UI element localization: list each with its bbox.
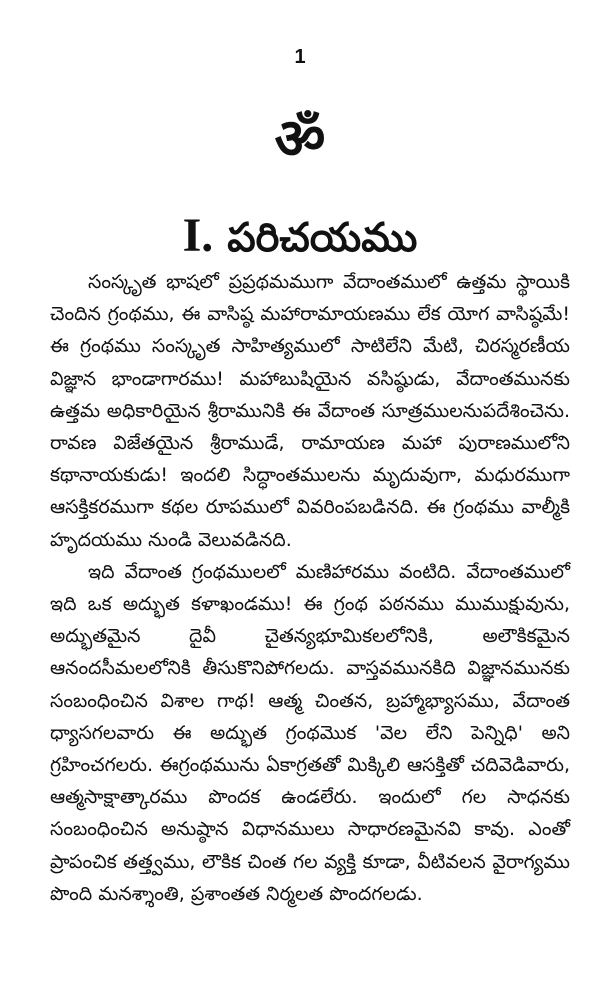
- chapter-title: [0, 208, 600, 266]
- paragraph-1: సంస్కృత భాషలో ప్రప్రథమముగా వేదాంతములో ఉత్తమ స్థాయికి చెందిన గ్రంథము, ఈ వాసిష్ఠ మహారామాయణము లేక యోగ వాసిష్ఠమే! ఈ గ్రంథము సంస్కృత సాహిత్యములో సాటిలేని మేటి, చిరస్మరణీయ విజ్ఞాన భాండాగారము! మహాబుషియైన వసిష్ఠుడు, వేదాంతమునకు ఉత్తమ అధికారియైన శ్రీరామునికి ఈ వేదాంత సూత్రములనుపదేశించెను. రావణ విజేతయైన శ్రీరాముడే, రామాయణ మహా పురాణములోని కథానాయకుడు! ఇందలి సిద్ధాంతములను మృదువుగా, మధురముగా ఆసక్తికరముగా కథల రూపములో వివరింపబడినది. ఈ గ్రంథము వాల్మీకి హృదయము నుండి వెలువడినది.: [50, 271, 570, 551]
- chapter-roman-numeral: I.: [182, 209, 214, 262]
- page-number: 1: [294, 46, 306, 68]
- chapter-title-text: పరిచయము: [227, 215, 418, 261]
- body-text: [50, 266, 570, 910]
- paragraph-2: ఇది వేదాంత గ్రంథములలో మణిహారము వంటిది. వేదాంతములో ఇది ఒక అద్భుత కళాఖండము! ఈ గ్రంథ పఠనము ముముక్షువును, అద్భుతమైన దైవీ చైతన్యభూమికలలోనికి, అలౌకికమైన ఆనందసీమలలోనికి తీసుకొనిపోగలదు. వాస్తవమునకిది విజ్ఞానమునకు సంబంధించిన విశాల గాథ! ఆత్మ చింతన, బ్రహ్మాభ్యాసము, వేదాంత ధ్యాసగలవారు ఈ అద్భుత గ్రంథమొక 'వెల లేని పెన్నిధి' అని గ్రహించగలరు. ఈగ్రంథమును ఏకాగ్రతతో మిక్కిలి ఆసక్తితో చదివెడివారు, ఆత్మసాక్షాత్కారము పొందక ఉండలేరు. ఇందులో గల సాధనకు సంబంధించిన అనుష్ఠాన విధానములు సాధారణమైనవి కావు. ఎంతో ప్రాపంచిక తత్త్వము, లౌకిక చింత గల వ్యక్తి కూడా, వీటివలన వైరాగ్యము పొంది మనశ్శాంతి, ప్రశాంతత నిర్మలత పొందగలడు.: [50, 560, 570, 905]
- om-symbol-icon: ॐ: [274, 107, 326, 172]
